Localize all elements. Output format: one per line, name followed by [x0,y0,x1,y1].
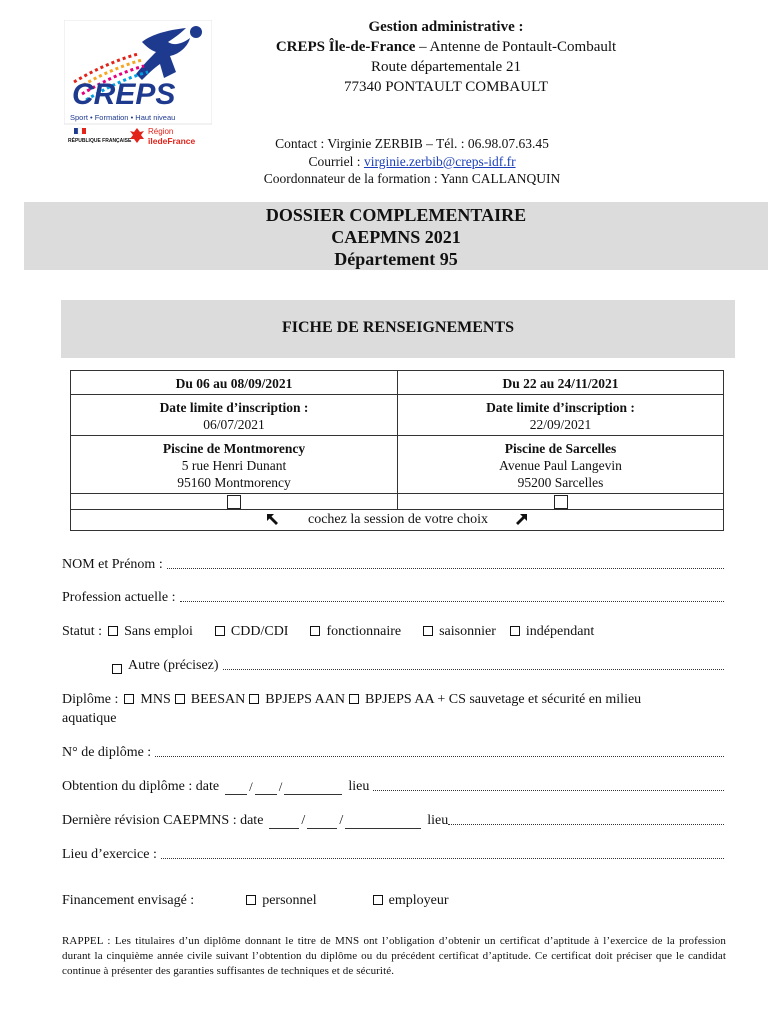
logo-tagline-text: Sport • Formation • Haut niveau [70,113,176,122]
statut-option-cdd-cdi[interactable] [215,624,289,640]
header-address-block [228,17,664,97]
contact-email-label: Courriel : [308,153,364,169]
header-antenna: – Antenne de Pontault-Combault [415,39,617,55]
financement-option-employeur[interactable] [373,893,449,909]
diplome-beesan-checkbox[interactable] [175,694,185,704]
financement-employeur-label: employeur [388,893,449,908]
field-numero-line[interactable] [155,756,724,757]
session-location-row [71,435,723,493]
header-line2 [228,37,664,57]
diplome-bpjeps-aan-label: BPJEPS AAN [265,692,345,707]
statut-fonctionnaire-label: fonctionnaire [326,624,402,639]
statut-cdd-cdi-label: CDD/CDI [230,624,289,639]
statut-sans-emploi-label: Sans emploi [124,624,193,639]
session-1 [71,371,397,394]
diplome-continuation: aquatique [62,711,117,726]
session-details-row [71,394,723,435]
session-1-checkbox-cell [71,494,397,509]
statut-option-fonctionnaire[interactable] [310,624,401,640]
contact-email-line [222,153,602,171]
statut-autre-label: Autre (précisez) [128,658,219,673]
field-diplome [62,688,724,708]
diplome-mns-label: MNS [140,692,171,707]
field-statut-label: Statut : [62,624,103,639]
session-checkbox-row [71,493,723,509]
contact-coordinator: Coordonnateur de la formation : Yann CALLANQUIN [263,171,561,186]
revision-year-field[interactable] [345,817,421,829]
fiche-title: FICHE DE RENSEIGNEMENTS [281,319,515,336]
session-2-address2: 95200 Sarcelles [517,475,604,490]
arrow-up-left-icon [266,513,280,527]
diplome-bpjeps-aa-cs-label: BPJEPS AA + CS sauvetage et sécurité en milieu [364,692,642,707]
contact-block [222,135,602,188]
field-financement [62,889,724,909]
statut-autre-checkbox[interactable] [112,664,122,674]
diplome-bpjeps-aa-cs-checkbox[interactable] [349,694,359,704]
field-diplome-label: Diplôme : [62,692,119,707]
dossier-exam: CAEPMNS 2021 [331,227,461,247]
contact-email-link[interactable]: virginie.zerbib@creps-idf.fr [363,153,516,169]
session-2-location [397,436,723,493]
diplome-option-bpjeps-aan[interactable] [249,692,345,708]
header-line4: 77340 PONTAULT COMBAULT [343,79,549,95]
revision-day-field[interactable] [269,817,299,829]
field-revision: Dernière révision CAEPMNS : date / / lieu [62,809,724,829]
financement-employeur-checkbox[interactable] [373,895,383,905]
field-obtention-lieu-label: lieu [348,779,370,794]
field-lieu-exercice-label: Lieu d’exercice : [62,847,157,862]
session-1-address1: 5 rue Henri Dunant [181,458,287,473]
statut-saisonnier-label: saisonnier [439,624,496,639]
logo-brand-text: CREPS [72,78,176,111]
field-obtention-lieu-line[interactable] [373,790,724,791]
field-nom [62,553,724,573]
session-1-location [71,436,397,493]
field-profession-line[interactable] [180,601,724,602]
field-lieu-exercice [62,843,724,863]
header-line3: Route départementale 21 [371,59,521,75]
dossier-title-band [24,202,768,270]
logo-region-line1: Région [148,127,174,136]
financement-personnel-checkbox[interactable] [246,895,256,905]
diplome-beesan-label: BEESAN [190,692,246,707]
field-nom-line[interactable] [167,568,724,569]
statut-sans-emploi-checkbox[interactable] [108,626,118,636]
session-1-pool: Piscine de Montmorency [162,441,306,456]
header-line1: Gestion administrative : [368,19,524,35]
field-numero-label: N° de diplôme : [62,745,152,760]
field-numero [62,741,724,761]
field-nom-label: NOM et Prénom : [62,557,163,572]
financement-option-personnel[interactable] [246,893,316,909]
diplome-option-beesan[interactable] [175,692,245,708]
header-org-name: CREPS Île-de-France [275,39,416,55]
session-1-details [71,395,397,435]
arrow-up-right-icon [514,513,528,527]
obtention-day-field[interactable] [225,783,247,795]
session-1-dates: Du 06 au 08/09/2021 [175,376,293,391]
field-lieu-exercice-line[interactable] [161,858,724,859]
session-2-dates: Du 22 au 24/11/2021 [502,376,619,391]
field-revision-lieu-line[interactable] [448,824,724,825]
contact-phone: Contact : Virginie ZERBIB – Tél. : 06.98.07.63.45 [275,136,549,151]
revision-month-field[interactable] [307,817,337,829]
diplome-bpjeps-aan-checkbox[interactable] [249,694,259,704]
choose-session-text: cochez la session de votre choix [308,512,488,527]
field-diplome-cont [62,707,724,727]
statut-option-sans-emploi[interactable] [108,624,193,640]
field-obtention-label: Obtention du diplôme : date [62,779,220,794]
fiche-title-band [61,300,735,358]
session-row [71,371,723,394]
session-2-address1: Avenue Paul Langevin [499,458,622,473]
choose-session-row [71,509,723,530]
session-1-deadline: 06/07/2021 [203,417,265,432]
creps-logo-graphic [64,20,212,152]
dossier-department: Département 95 [334,249,458,269]
rappel-notice: RAPPEL : Les titulaires d’un diplôme donnant le titre de MNS ont l’obligation d’obtenir un certificat d’aptitude à l’exercice de la profession durant la cinquième année civile suivant l’obtention du diplôme ou du précédent certificat d’aptitude. Ce certificat doit préciser que le candidat continue à présenter des garanties suffisantes de techniques et de sécurité. [62,935,726,977]
field-financement-label: Financement envisagé : [62,893,195,908]
session-2-checkbox[interactable] [554,495,568,509]
statut-autre-line[interactable] [223,669,724,670]
dossier-title: DOSSIER COMPLEMENTAIRE [265,205,527,225]
field-revision-lieu-label: lieu [427,813,449,828]
statut-option-independant[interactable] [510,624,594,640]
session-2-pool: Piscine de Sarcelles [504,441,617,456]
session-2-details [397,395,723,435]
diplome-mns-checkbox[interactable] [124,694,134,704]
diplome-option-mns[interactable] [124,692,170,708]
session-2 [397,371,723,394]
statut-fonctionnaire-checkbox[interactable] [310,626,320,636]
obtention-month-field[interactable] [255,783,277,795]
logo-region-line2: îledeFrance [148,136,196,146]
session-2-deadline: 22/09/2021 [529,417,592,432]
obtention-year-field[interactable] [284,783,342,795]
field-profession-label: Profession actuelle : [62,590,176,605]
field-revision-label: Dernière révision CAEPMNS : date [62,813,264,828]
field-autre [112,654,724,674]
field-statut [62,620,724,640]
diplome-option-bpjeps-aa-cs[interactable] [349,692,641,708]
session-2-checkbox-cell [397,494,723,509]
creps-logo [64,20,212,152]
session-1-address2: 95160 Montmorency [177,475,291,490]
logo-republique-text: RÉPUBLIQUE FRANÇAISE [68,138,132,144]
statut-independant-label: indépendant [525,624,595,639]
statut-option-saisonnier[interactable] [423,624,496,640]
statut-cdd-cdi-checkbox[interactable] [215,626,225,636]
field-obtention: Obtention du diplôme : date / / lieu [62,775,724,795]
session-1-checkbox[interactable] [227,495,241,509]
field-profession [62,586,724,606]
session-table [70,370,724,531]
financement-personnel-label: personnel [262,893,317,908]
session-2-deadline-label: Date limite d’inscription : [486,400,635,415]
session-1-deadline-label: Date limite d’inscription : [159,400,309,415]
statut-saisonnier-checkbox[interactable] [423,626,433,636]
statut-independant-checkbox[interactable] [510,626,520,636]
